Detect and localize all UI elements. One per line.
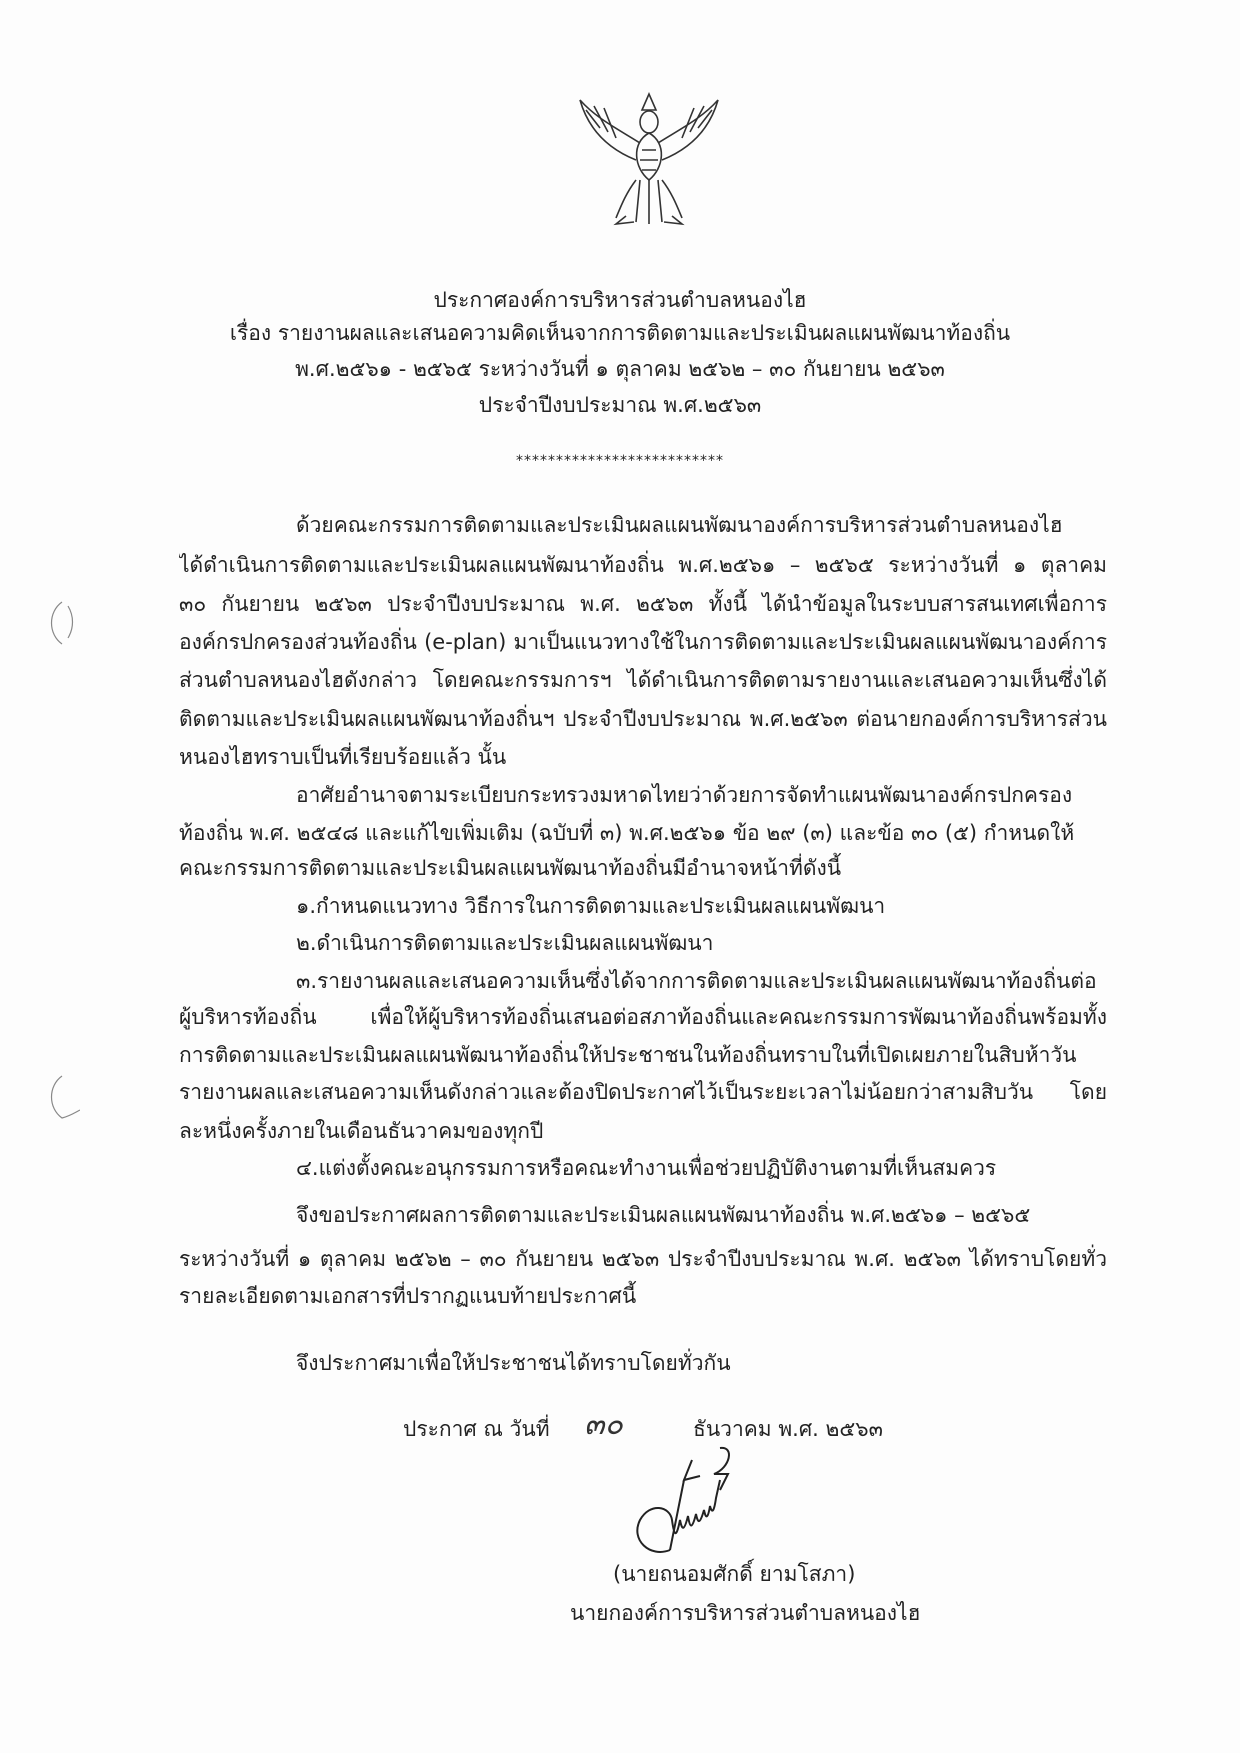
body-text-line: ส่วนตำบลหนองไฮดังกล่าว โดยคณะกรรมการฯ ได้ดำเนินการติดตามรายงานและเสนอความเห็นซึ่งได้ [179, 668, 1107, 692]
punch-hole-mark-top [40, 598, 80, 648]
body-text-line: ระหว่างวันที่ ๑ ตุลาคม ๒๕๖๒ – ๓๐ กันยายน ๒๕๖๓ ประจำปีงบประมาณ พ.ศ. ๒๕๖๓ ได้ทราบโดยทั่ว [179, 1247, 1107, 1271]
body-text-line: จึงประกาศมาเพื่อให้ประชาชนได้ทราบโดยทั่วกัน [296, 1351, 731, 1375]
date-prefix: ประกาศ ณ วันที่ [403, 1417, 550, 1441]
body-text-line: หนองไฮทราบเป็นที่เรียบร้อยแล้ว นั้น [179, 745, 507, 769]
body-text-line: ด้วยคณะกรรมการติดตามและประเมินผลแผนพัฒนาองค์การบริหารส่วนตำบลหนองไฮ [296, 513, 1063, 537]
body-text-line: ติดตามและประเมินผลแผนพัฒนาท้องถิ่นฯ ประจำปีงบประมาณ พ.ศ.๒๕๖๓ ต่อนายกองค์การบริหารส่วน [179, 707, 1107, 731]
body-text-line: คณะกรรมการติดตามและประเมินผลแผนพัฒนาท้องถิ่นมีอำนาจหน้าที่ดังนี้ [179, 856, 842, 880]
garuda-emblem-icon [576, 88, 722, 226]
body-text-line: จึงขอประกาศผลการติดตามและประเมินผลแผนพัฒนาท้องถิ่น พ.ศ.๒๕๖๑ – ๒๕๖๕ [296, 1203, 1031, 1227]
body-text-line: ๒.ดำเนินการติดตามและประเมินผลแผนพัฒนา [296, 931, 714, 955]
body-text-line: ละหนึ่งครั้งภายในเดือนธันวาคมของทุกปี [179, 1119, 544, 1143]
announcement-title: ประกาศองค์การบริหารส่วนตำบลหนองไฮ [433, 288, 807, 312]
body-text-line: ๓๐ กันยายน ๒๕๖๓ ประจำปีงบประมาณ พ.ศ. ๒๕๖๓ ทั้งนี้ ได้นำข้อมูลในระบบสารสนเทศเพื่อการ [179, 592, 1107, 616]
body-text-line: ๔.แต่งตั้งคณะอนุกรรมการหรือคณะทำงานเพื่อช่วยปฏิบัติงานตามที่เห็นสมควร [296, 1156, 997, 1180]
date-day-handwritten: ๓๐ [584, 1407, 623, 1442]
body-text-line: การติดตามและประเมินผลแผนพัฒนาท้องถิ่นให้ประชาชนในท้องถิ่นทราบในที่เปิดเผยภายในสิบห้าวัน [179, 1043, 1077, 1067]
body-text-line: องค์กรปกครองส่วนท้องถิ่น (e-plan) มาเป็นแนวทางใช้ในการติดตามและประเมินผลแผนพัฒนาองค์การ [179, 630, 1107, 654]
announcement-period: พ.ศ.๒๕๖๑ - ๒๕๖๕ ระหว่างวันที่ ๑ ตุลาคม ๒๕๖๒ – ๓๐ กันยายน ๒๕๖๓ [295, 357, 945, 381]
body-text-line: ๓.รายงานผลและเสนอความเห็นซึ่งได้จากการติดตามและประเมินผลแผนพัฒนาท้องถิ่นต่อ [296, 969, 1097, 993]
date-month-year: ธันวาคม พ.ศ. ๒๕๖๓ [693, 1417, 883, 1441]
body-text-line: ท้องถิ่น พ.ศ. ๒๕๔๘ และแก้ไขเพิ่มเติม (ฉบับที่ ๓) พ.ศ.๒๕๖๑ ข้อ ๒๙ (๓) และข้อ ๓๐ (๕) กำหนดให้ [179, 821, 1075, 845]
separator-stars: ************************** [516, 453, 724, 469]
announcement-fiscal-year: ประจำปีงบประมาณ พ.ศ.๒๕๖๓ [478, 393, 762, 417]
body-text-line: รายละเอียดตามเอกสารที่ปรากฏแนบท้ายประกาศนี้ [179, 1284, 637, 1308]
punch-hole-mark-bottom [40, 1072, 80, 1122]
body-text-line: อาศัยอำนาจตามระเบียบกระทรวงมหาดไทยว่าด้วยการจัดทำแผนพัฒนาองค์กรปกครอง [296, 783, 1073, 807]
signature [610, 1440, 790, 1565]
signatory-name: (นายถนอมศักดิ์ ยามโสภา) [613, 1562, 856, 1586]
announcement-subject: เรื่อง รายงานผลและเสนอความคิดเห็นจากการติดตามและประเมินผลแผนพัฒนาท้องถิ่น [229, 321, 1011, 345]
body-text-line: ๑.กำหนดแนวทาง วิธีการในการติดตามและประเมินผลแผนพัฒนา [296, 894, 886, 918]
body-text-line: รายงานผลและเสนอความเห็นดังกล่าวและต้องปิดประกาศไว้เป็นระยะเวลาไม่น้อยกว่าสามสิบวัน โดย [179, 1080, 1107, 1104]
body-text-line: ผู้บริหารท้องถิ่น เพื่อให้ผู้บริหารท้องถิ่นเสนอต่อสภาท้องถิ่นและคณะกรรมการพัฒนาท้องถิ่นพร้อมทั้ง [179, 1005, 1107, 1029]
signatory-position: นายกองค์การบริหารส่วนตำบลหนองไฮ [570, 1601, 921, 1625]
body-text-line: ได้ดำเนินการติดตามและประเมินผลแผนพัฒนาท้องถิ่น พ.ศ.๒๕๖๑ – ๒๕๖๕ ระหว่างวันที่ ๑ ตุลาคม [179, 553, 1107, 577]
